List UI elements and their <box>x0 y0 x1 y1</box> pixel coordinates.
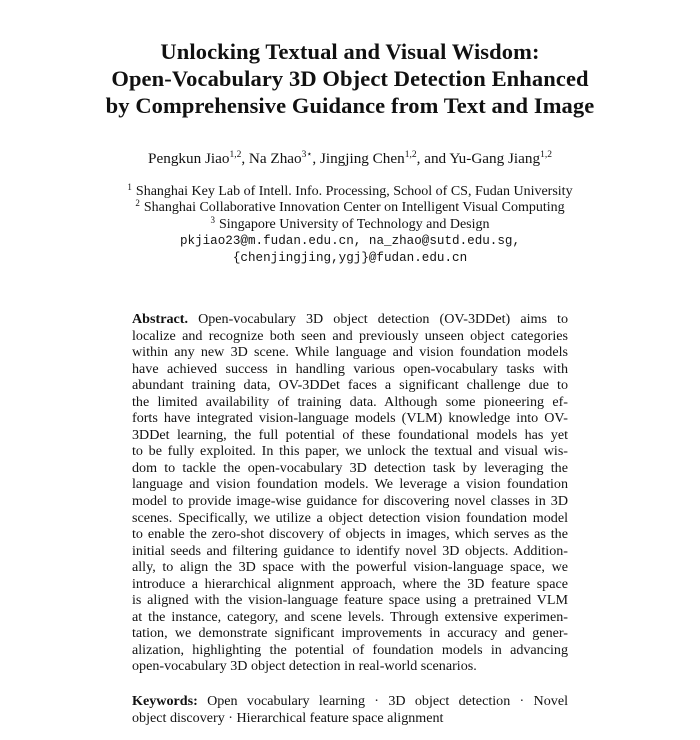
affiliation <box>60 184 640 200</box>
keywords-line <box>132 693 568 710</box>
abstract-line: localize and recognize both seen and previously unseen object categories <box>132 327 568 344</box>
author-list <box>60 150 640 170</box>
abstract-line <box>132 311 568 328</box>
author-separator: , <box>241 150 249 167</box>
abstract-line: to enable the zero-shot discovery of objects in images, which serves as the <box>132 526 568 543</box>
author-name: Pengkun Jiao <box>148 150 230 167</box>
abstract-line: to be fully exploited. In this paper, we unlock the textual and visual wis- <box>132 443 568 460</box>
author-name: Yu-Gang Jiang <box>449 150 541 167</box>
affiliation-text: Shanghai Collaborative Innovation Center on Intelligent Visual Computing <box>143 200 565 216</box>
title-line: Unlocking Textual and Visual Wisdom: <box>160 39 540 64</box>
author-affiliation-mark: 1,2 <box>229 150 242 160</box>
title-line: by Comprehensive Guidance from Text and Image <box>105 93 595 118</box>
keywords-label: Keywords: <box>132 693 198 709</box>
abstract-line: the limited availability of training data. Although some pioneering ef- <box>132 393 568 410</box>
abstract-line: alization, highlighting the potential of foundation models in advancing <box>132 641 568 658</box>
abstract-line: language and vision foundation models. We leverage a vision foundation <box>132 476 568 493</box>
affiliation-mark: 2 <box>135 198 140 209</box>
abstract-line: tation, we demonstrate significant improvements in accuracy and gener- <box>132 625 568 642</box>
author-affiliation-mark: 1,2 <box>404 150 417 160</box>
abstract-line: abundant training data, OV-3DDet faces a significant challenge due to <box>132 377 568 394</box>
author-name: Jingjing Chen <box>319 150 405 167</box>
keywords-text: Open vocabulary learning · 3D object detection · Novel <box>197 693 568 709</box>
paper-title <box>60 38 640 119</box>
abstract-line: model to provide image-wise guidance for discovering novel classes in 3D <box>132 493 568 510</box>
affiliation-text: Shanghai Key Lab of Intell. Info. Processing, School of CS, Fudan University <box>135 184 573 199</box>
author-separator: , and <box>416 150 450 167</box>
abstract-line: ally, to align the 3D space with the powerful vision-language space, we <box>132 559 568 576</box>
abstract-line: at the instance, category, and scene levels. Through extensive experimen- <box>132 608 568 625</box>
author-name: Na Zhao <box>248 150 302 167</box>
abstract-line: forts have integrated vision-language models (VLM) knowledge into OV- <box>132 410 568 427</box>
affiliation <box>60 214 640 233</box>
abstract-line: open-vocabulary 3D object detection in real-world scenarios. <box>132 658 477 675</box>
affiliation-text: Singapore University of Technology and Design <box>218 216 490 232</box>
email-line: {chenjingjing,ygj}@fudan.edu.cn <box>232 250 468 265</box>
abstract-text: Open-vocabulary 3D object detection (OV-3DDet) aims to <box>187 311 568 327</box>
keywords <box>132 693 568 726</box>
abstract-line: scenes. Specifically, we utilize a object detection vision foundation model <box>132 509 568 526</box>
affiliation <box>60 200 640 216</box>
affiliations <box>60 184 640 266</box>
author-affiliation-mark: 3⋆ <box>301 150 313 160</box>
keywords-line: object discovery · Hierarchical feature space alignment <box>132 709 444 726</box>
title-line: Open-Vocabulary 3D Object Detection Enhanced <box>111 66 589 91</box>
abstract-line: dom to tackle the open-vocabulary 3D detection task by leveraging the <box>132 459 568 476</box>
abstract-line: have achieved success in handling various open-vocabulary tasks with <box>132 360 568 377</box>
abstract <box>132 311 568 675</box>
abstract-line: introduce a hierarchical alignment approach, where the 3D feature space <box>132 575 568 592</box>
abstract-line: initial seeds and filtering guidance to identify novel 3D objects. Addition- <box>132 542 568 559</box>
email-line: pkjiao23@m.fudan.edu.cn, na_zhao@sutd.edu.sg, <box>179 234 521 249</box>
abstract-line: is aligned with the vision-language feature space using a pretrained VLM <box>132 592 568 609</box>
author-affiliation-mark: 1,2 <box>540 150 552 160</box>
affiliation-mark: 1 <box>127 182 132 192</box>
author-separator: , <box>312 150 320 167</box>
abstract-line: within any new 3D scene. While language and vision foundation models <box>132 344 568 361</box>
abstract-label: Abstract. <box>132 311 188 327</box>
affiliation-mark: 3 <box>210 214 215 225</box>
abstract-line: 3DDet learning, the full potential of these foundational models has yet <box>132 426 568 443</box>
